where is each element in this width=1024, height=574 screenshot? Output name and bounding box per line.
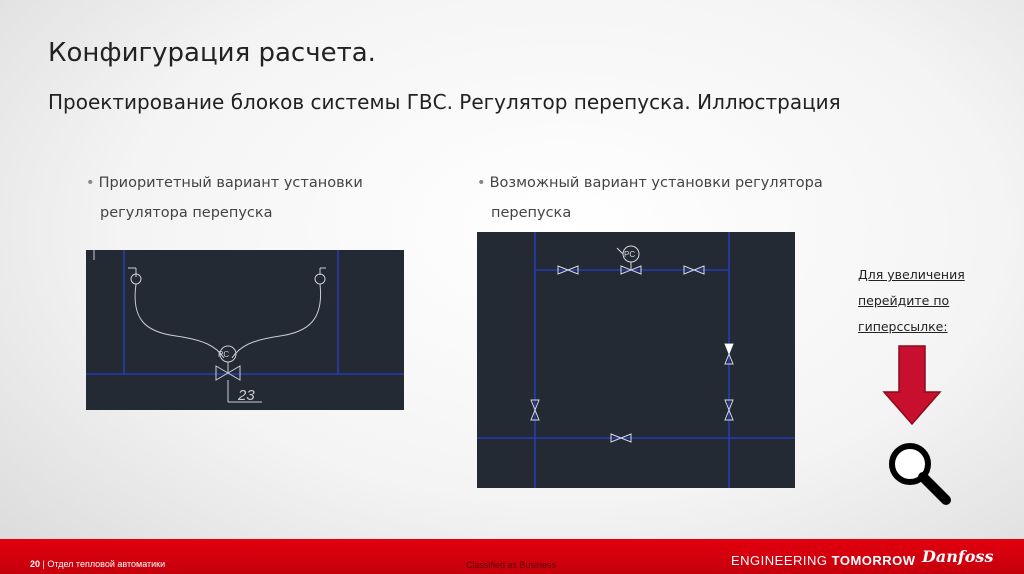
hyperlink-line2[interactable]: перейдите по bbox=[858, 293, 950, 308]
slide-subtitle: Проектирование блоков системы ГВС. Регулятор перепуска. Иллюстрация bbox=[48, 90, 841, 114]
left-bullet bbox=[86, 168, 363, 228]
danfoss-logo: Danfoss bbox=[922, 547, 994, 566]
hyperlink-hint[interactable] bbox=[858, 262, 978, 340]
left-drawing[interactable] bbox=[86, 250, 404, 410]
down-arrow-icon bbox=[882, 344, 942, 431]
tagline-engineering: ENGINEERING bbox=[731, 553, 828, 568]
footer-bar bbox=[0, 539, 1024, 574]
magnifier-icon[interactable] bbox=[886, 440, 954, 513]
bullet-dot: • bbox=[86, 175, 95, 191]
footer-department: Отдел тепловой автоматики bbox=[47, 559, 166, 569]
right-bullet-line2: перепуска bbox=[491, 205, 572, 221]
solid-valve-mark bbox=[725, 344, 733, 354]
left-bullet-line2: регулятора перепуска bbox=[100, 205, 273, 221]
footer-page-info bbox=[30, 559, 165, 569]
left-valve-label: PC bbox=[218, 350, 230, 359]
right-valve-label: PC bbox=[624, 250, 636, 259]
hyperlink-line1[interactable]: Для увеличения bbox=[858, 267, 965, 282]
right-drawing-svg bbox=[477, 232, 795, 488]
bullet-dot: • bbox=[477, 175, 486, 191]
right-bullet bbox=[477, 168, 823, 228]
classification-label: Classified as Business bbox=[466, 560, 557, 570]
footer-tagline bbox=[731, 553, 916, 568]
footer-separator: | bbox=[42, 559, 45, 569]
left-drawing-label: 23 bbox=[238, 387, 255, 404]
hyperlink-line3[interactable]: гиперссылке: bbox=[858, 319, 948, 334]
tagline-tomorrow: TOMORROW bbox=[831, 553, 916, 568]
right-bullet-line1: Возможный вариант установки регулятора bbox=[489, 175, 823, 191]
right-drawing[interactable] bbox=[477, 232, 795, 488]
left-bullet-line1: Приоритетный вариант установки bbox=[98, 175, 363, 191]
left-drawing-svg bbox=[86, 250, 404, 410]
slide-title: Конфигурация расчета. bbox=[48, 38, 376, 68]
page-number: 20 bbox=[30, 559, 41, 569]
